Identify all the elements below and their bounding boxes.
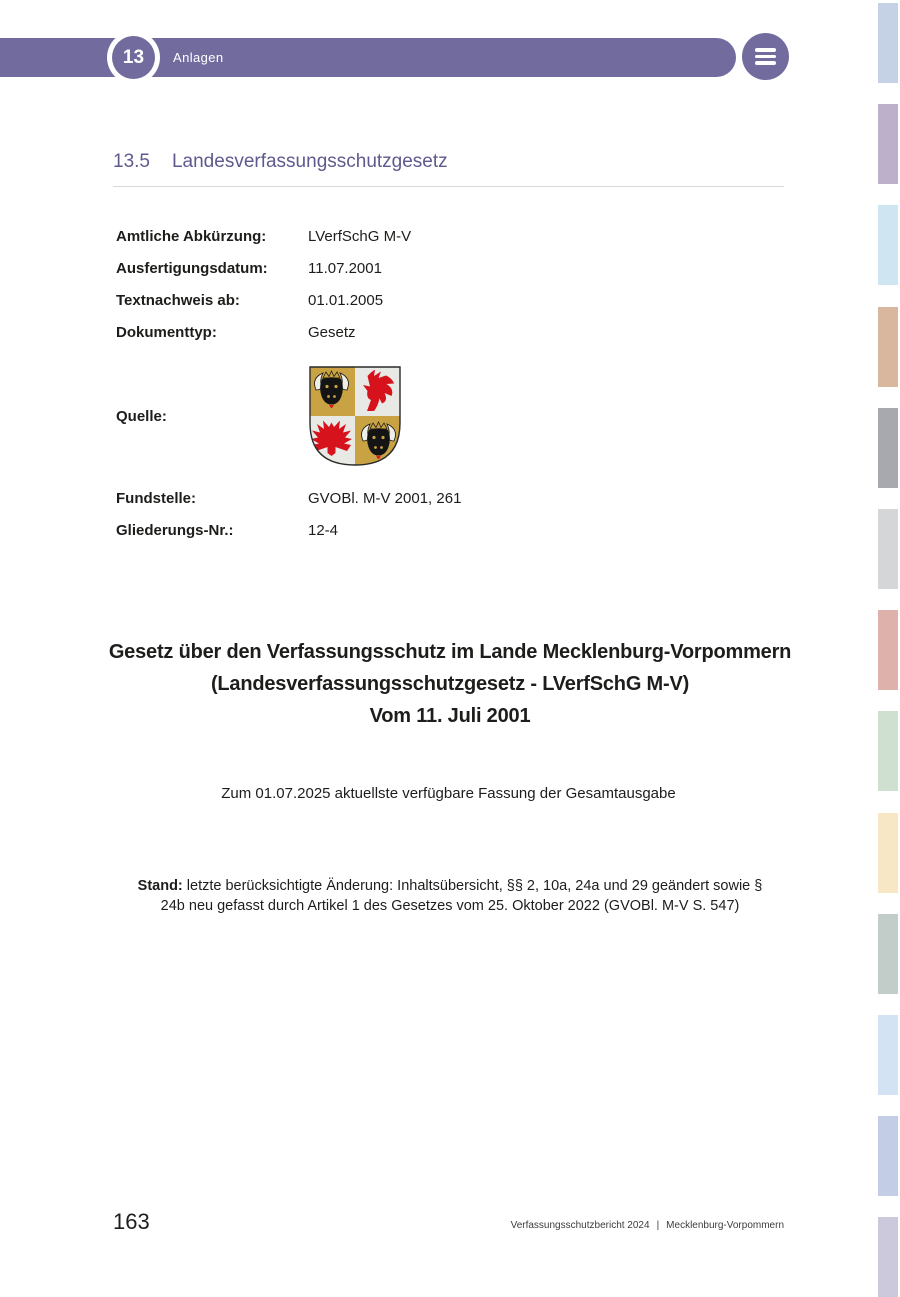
metadata-label: Quelle: xyxy=(116,407,167,425)
version-note: Zum 01.07.2025 aktuellste verfügbare Fassung der Gesamtausgabe xyxy=(221,785,676,802)
metadata-label: Amtliche Abkürzung: xyxy=(116,228,267,245)
stand-text: letzte berücksichtigte Änderung: Inhaltsübersicht, §§ 2, 10a, 24a und 29 geändert sowie § 24b neu gefasst durch Artikel 1 des Gesetzes vom 25. Oktober 2022 (GVOBl. M-V S. 547) xyxy=(160,877,763,914)
section-heading xyxy=(113,151,784,173)
hamburger-icon xyxy=(755,61,776,65)
metadata-label: Dokumenttyp: xyxy=(116,324,217,341)
table-row xyxy=(116,365,716,467)
section-color-tab xyxy=(878,408,898,488)
metadata-value: 01.01.2005 xyxy=(308,292,384,309)
chapter-number-badge xyxy=(107,31,160,84)
metadata-value: GVOBl. M-V 2001, 261 xyxy=(308,490,462,507)
section-color-tab xyxy=(878,711,898,791)
section-divider xyxy=(113,186,784,187)
section-title-text: Landesverfassungsschutzgesetz xyxy=(171,151,448,172)
section-color-tab xyxy=(878,104,898,184)
metadata-label: Ausfertigungsdatum: xyxy=(116,260,268,277)
menu-button[interactable] xyxy=(742,33,789,80)
table-row xyxy=(116,522,716,542)
metadata-label: Textnachweis ab: xyxy=(116,292,240,309)
metadata-value: LVerfSchG M-V xyxy=(308,228,412,245)
law-title-line3: Vom 11. Juli 2001 xyxy=(369,705,531,727)
section-color-tab xyxy=(878,1116,898,1196)
table-row xyxy=(116,324,716,344)
law-title-line2: (Landesverfassungsschutzgesetz - LVerfSchG M-V) xyxy=(210,673,690,695)
section-number: 13.5 xyxy=(113,151,150,172)
stand-note xyxy=(130,876,770,916)
hamburger-icon xyxy=(755,48,776,52)
metadata-value: Gesetz xyxy=(308,324,356,341)
metadata-label: Gliederungs-Nr.: xyxy=(116,522,234,539)
section-color-tab xyxy=(878,205,898,285)
chapter-title: Anlagen xyxy=(173,50,224,65)
hamburger-icon xyxy=(755,55,776,59)
section-color-tab xyxy=(878,813,898,893)
table-row xyxy=(116,490,716,510)
section-color-tab xyxy=(878,1015,898,1095)
footer-report-title xyxy=(511,1220,784,1231)
section-color-tab xyxy=(878,1217,898,1297)
section-color-tab xyxy=(878,3,898,83)
section-color-tab xyxy=(878,509,898,589)
law-metadata-table xyxy=(116,228,716,554)
law-title xyxy=(56,636,844,732)
table-row xyxy=(116,292,716,312)
section-color-tab xyxy=(878,914,898,994)
chapter-number: 13 xyxy=(112,36,155,79)
section-color-tab xyxy=(878,610,898,690)
footer-separator: | xyxy=(656,1220,660,1231)
metadata-value: 11.07.2001 xyxy=(308,260,382,277)
footer-region: Mecklenburg-Vorpommern xyxy=(666,1220,784,1231)
footer-report-name: Verfassungsschutzbericht 2024 xyxy=(510,1220,650,1231)
law-title-line1: Gesetz über den Verfassungsschutz im Lande Mecklenburg-Vorpommern xyxy=(108,641,792,663)
coat-of-arms-mecklenburg-vorpommern-icon xyxy=(308,365,402,467)
metadata-value: 12-4 xyxy=(308,522,339,539)
table-row xyxy=(116,228,716,248)
metadata-label: Fundstelle: xyxy=(116,490,197,507)
section-color-tab xyxy=(878,307,898,387)
stand-label: Stand: xyxy=(137,877,183,894)
page-number: 163 xyxy=(113,1209,150,1234)
table-row xyxy=(116,260,716,280)
